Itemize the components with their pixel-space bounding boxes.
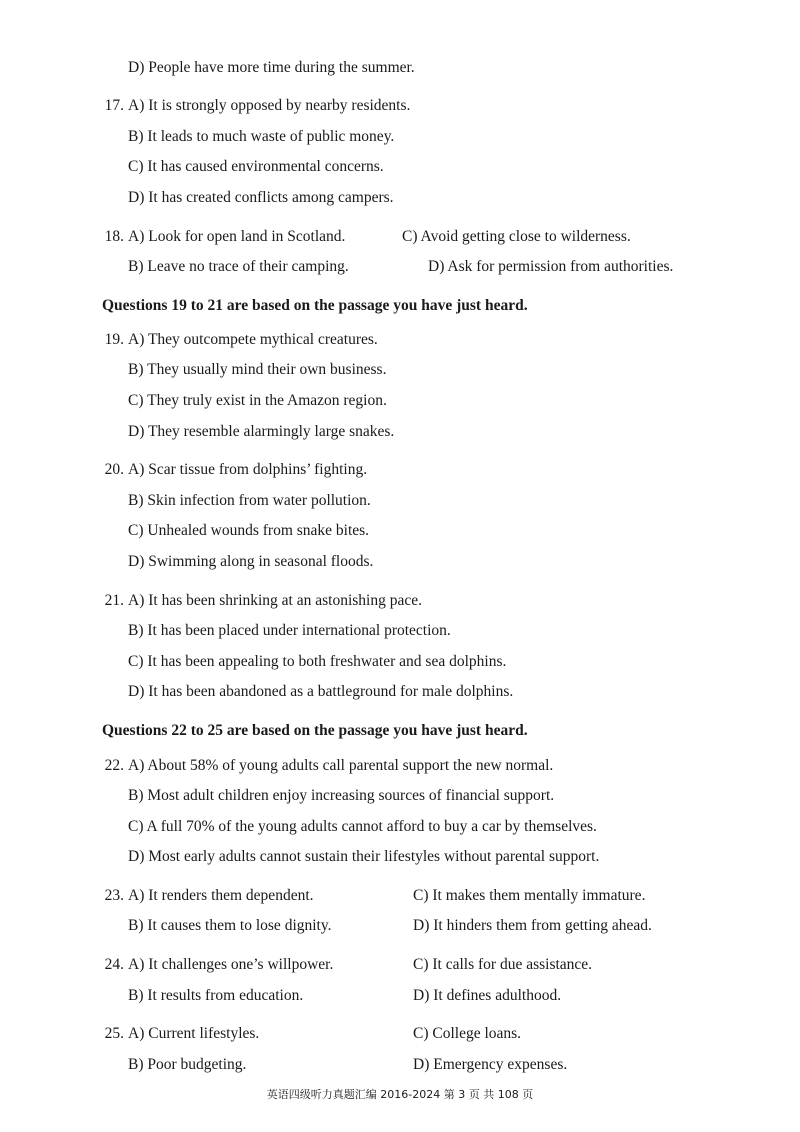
question-21-option-a: A) It has been shrinking at an astonishing pace. [128, 592, 422, 609]
question-21-number: 21. [104, 592, 124, 609]
question-23-number: 23. [104, 887, 124, 904]
question-18-option-a: A) Look for open land in Scotland. [128, 228, 346, 245]
question-18-number: 18. [104, 228, 124, 245]
question-23-option-a: A) It renders them dependent. [128, 887, 314, 904]
question-18-option-d: D) Ask for permission from authorities. [428, 258, 674, 275]
question-19-option-d: D) They resemble alarmingly large snakes. [128, 423, 395, 440]
question-23-option-b: B) It causes them to lose dignity. [128, 917, 332, 934]
question-25-number: 25. [104, 1025, 124, 1042]
question-21-option-b: B) It has been placed under international protection. [128, 622, 451, 639]
question-21-option-d: D) It has been abandoned as a battleground for male dolphins. [128, 683, 514, 700]
question-24-option-b: B) It results from education. [128, 987, 304, 1004]
question-21-option-c: C) It has been appealing to both freshwater and sea dolphins. [128, 653, 507, 670]
question-17-option-d: D) It has created conflicts among campers. [128, 189, 394, 206]
question-18-option-b: B) Leave no trace of their camping. [128, 258, 349, 275]
question-19-option-a: A) They outcompete mythical creatures. [128, 331, 378, 348]
question-19-number: 19. [104, 331, 124, 348]
question-19-option-b: B) They usually mind their own business. [128, 361, 387, 378]
question-24-option-c: C) It calls for due assistance. [413, 956, 593, 973]
question-22-option-c: C) A full 70% of the young adults cannot afford to buy a car by themselves. [128, 818, 597, 835]
question-18-option-c: C) Avoid getting close to wilderness. [402, 228, 631, 245]
question-17-option-b: B) It leads to much waste of public money. [128, 128, 395, 145]
question-16-option-d: D) People have more time during the summer. [128, 59, 415, 76]
question-17-option-a: A) It is strongly opposed by nearby residents. [128, 97, 411, 114]
question-19-option-c: C) They truly exist in the Amazon region. [128, 392, 387, 409]
question-24-option-a: A) It challenges one’s willpower. [128, 956, 334, 973]
question-22-option-b: B) Most adult children enjoy increasing sources of financial support. [128, 787, 555, 804]
question-22-option-a: A) About 58% of young adults call parental support the new normal. [128, 757, 554, 774]
question-25-option-c: C) College loans. [413, 1025, 522, 1042]
question-20-option-a: A) Scar tissue from dolphins’ fighting. [128, 461, 368, 478]
question-24-number: 24. [104, 956, 124, 973]
question-20-number: 20. [104, 461, 124, 478]
question-23-option-d: D) It hinders them from getting ahead. [413, 917, 652, 934]
question-25-option-d: D) Emergency expenses. [413, 1056, 568, 1073]
section-heading-22-25: Questions 22 to 25 are based on the passage you have just heard. [102, 722, 528, 739]
question-22-option-d: D) Most early adults cannot sustain their lifestyles without parental support. [128, 848, 600, 865]
question-24-option-d: D) It defines adulthood. [413, 987, 562, 1004]
question-20-option-d: D) Swimming along in seasonal floods. [128, 553, 374, 570]
question-20-option-c: C) Unhealed wounds from snake bites. [128, 522, 370, 539]
question-25-option-a: A) Current lifestyles. [128, 1025, 260, 1042]
question-25-option-b: B) Poor budgeting. [128, 1056, 247, 1073]
question-17-number: 17. [104, 97, 124, 114]
question-23-option-c: C) It makes them mentally immature. [413, 887, 646, 904]
question-20-option-b: B) Skin infection from water pollution. [128, 492, 371, 509]
question-17-option-c: C) It has caused environmental concerns. [128, 158, 384, 175]
section-heading-19-21: Questions 19 to 21 are based on the passage you have just heard. [102, 297, 528, 314]
question-22-number: 22. [104, 757, 124, 774]
page-footer: 英语四级听力真题汇编 2016-2024 第 3 页 共 108 页 [266, 1088, 534, 1101]
